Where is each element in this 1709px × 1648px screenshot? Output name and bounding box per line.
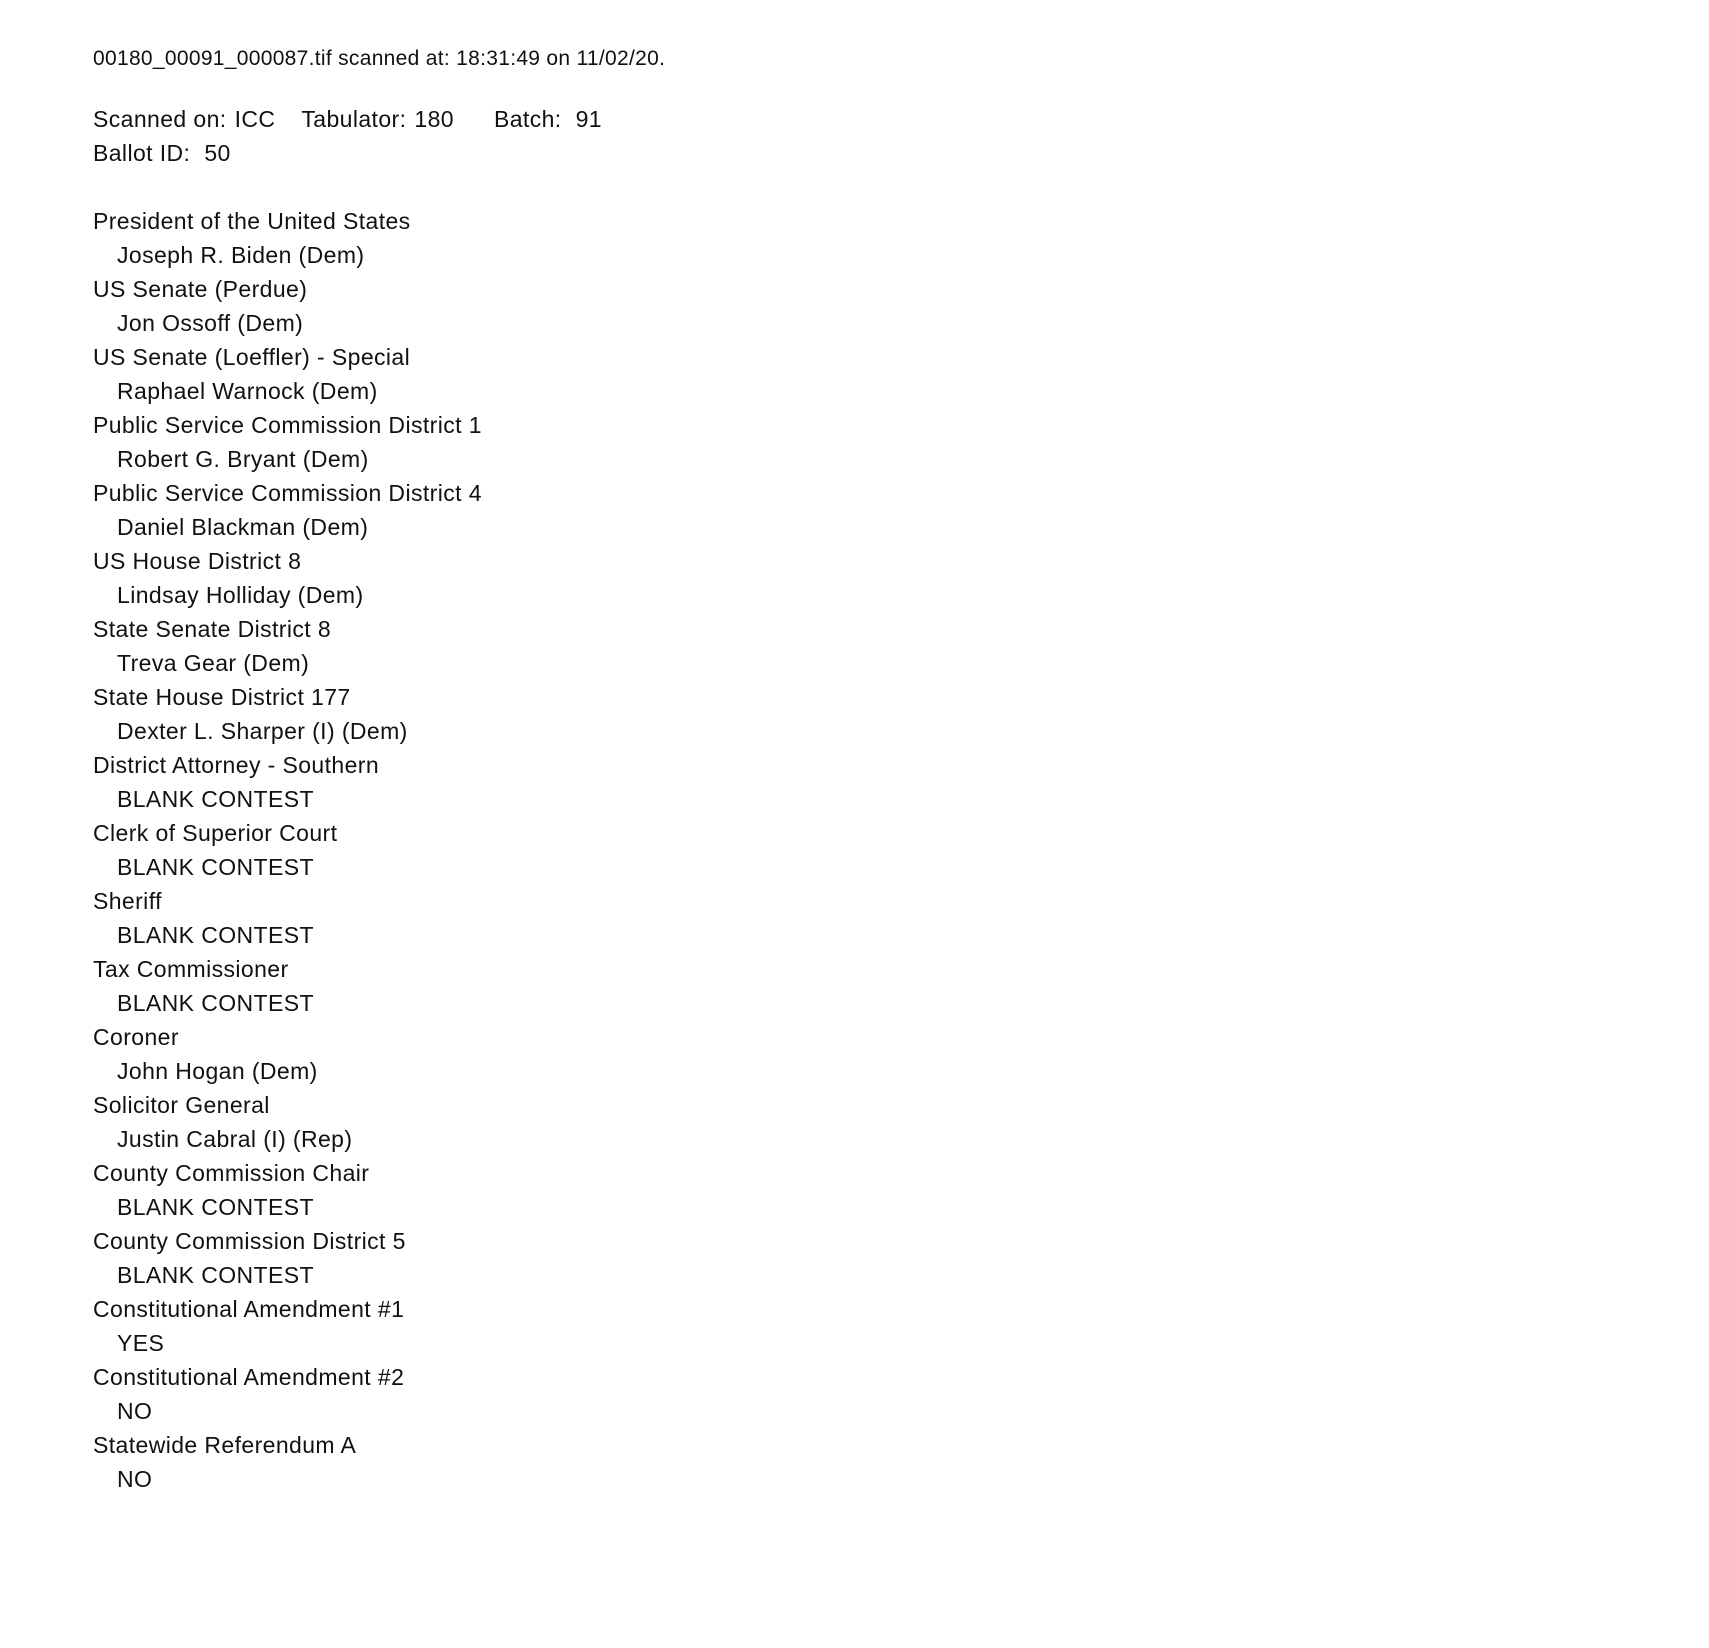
contest-entry [93,1360,1669,1428]
scanned-on-field [93,106,275,132]
contest-entry [93,1428,1669,1496]
contest-entry [93,1088,1669,1156]
contest-title: US Senate (Loeffler) - Special [93,344,411,370]
contest-title: US Senate (Perdue) [93,276,308,302]
ballot-id-field [93,140,231,166]
contest-choice: Treva Gear (Dem) [117,650,310,676]
contest-title: State House District 177 [93,684,351,710]
contest-entry [93,408,1669,476]
contest-title: Clerk of Superior Court [93,820,338,846]
contest-entry [93,476,1669,544]
contest-entry [93,544,1669,612]
contest-entry [93,204,1669,272]
contest-entry [93,272,1669,340]
contest-entry [93,1020,1669,1088]
contest-title: Tax Commissioner [93,956,289,982]
contest-title: Coroner [93,1024,179,1050]
contest-title: US House District 8 [93,548,302,574]
contest-choice: Lindsay Holliday (Dem) [117,582,364,608]
contest-entry [93,612,1669,680]
contest-title: Public Service Commission District 1 [93,412,482,438]
contest-choice: BLANK CONTEST [117,922,314,948]
batch-label: Batch: [493,106,562,132]
contest-title: Solicitor General [93,1092,270,1118]
contest-entry [93,1156,1669,1224]
contest-title: Statewide Referendum A [93,1432,357,1458]
contest-entry [93,748,1669,816]
contest-choice: Robert G. Bryant (Dem) [117,446,369,472]
contest-choice: Raphael Warnock (Dem) [117,378,378,404]
contest-choice: Joseph R. Biden (Dem) [117,242,365,268]
contest-title: County Commission Chair [93,1160,370,1186]
contest-choice: Justin Cabral (I) (Rep) [117,1126,353,1152]
contest-title: County Commission District 5 [93,1228,406,1254]
scan-metadata [93,102,1669,170]
scanned-on-label: Scanned on: [93,106,227,132]
tabulator-label: Tabulator: [301,106,407,132]
contest-title: Sheriff [93,888,162,914]
contest-entry [93,1292,1669,1360]
batch-value: 91 [575,106,602,132]
scanner-info-row [93,102,1669,136]
contest-title: President of the United States [93,208,411,234]
contest-choice: BLANK CONTEST [117,1262,314,1288]
contest-choice: BLANK CONTEST [117,786,314,812]
contest-entry [93,680,1669,748]
contest-choice: Daniel Blackman (Dem) [117,514,369,540]
contest-choice: John Hogan (Dem) [117,1058,318,1084]
contest-choice: NO [117,1466,153,1492]
contest-title: Public Service Commission District 4 [93,480,482,506]
ballot-id-value: 50 [204,140,231,166]
contest-choice: BLANK CONTEST [117,990,314,1016]
contest-title: Constitutional Amendment #2 [93,1364,405,1390]
contest-title: District Attorney - Southern [93,752,380,778]
contest-entry [93,952,1669,1020]
scan-filename-line: 00180_00091_000087.tif scanned at: 18:31:49 on 11/02/20. [93,47,666,70]
contest-choice: YES [117,1330,165,1356]
contest-entry [93,1224,1669,1292]
tabulator-field [301,106,454,132]
contest-list [93,204,1669,1496]
document-page [93,46,1669,1496]
contest-choice: Dexter L. Sharper (I) (Dem) [117,718,408,744]
batch-field [494,106,602,132]
tabulator-value: 180 [414,106,454,132]
contest-entry [93,816,1669,884]
contest-title: Constitutional Amendment #1 [93,1296,405,1322]
contest-entry [93,884,1669,952]
contest-entry [93,340,1669,408]
contest-title: State Senate District 8 [93,616,332,642]
ballot-id-row [93,136,1669,170]
contest-choice: BLANK CONTEST [117,1194,314,1220]
scanned-on-value: ICC [234,106,276,132]
contest-choice: NO [117,1398,153,1424]
ballot-id-label: Ballot ID: [93,140,191,166]
contest-choice: Jon Ossoff (Dem) [117,310,304,336]
contest-choice: BLANK CONTEST [117,854,314,880]
